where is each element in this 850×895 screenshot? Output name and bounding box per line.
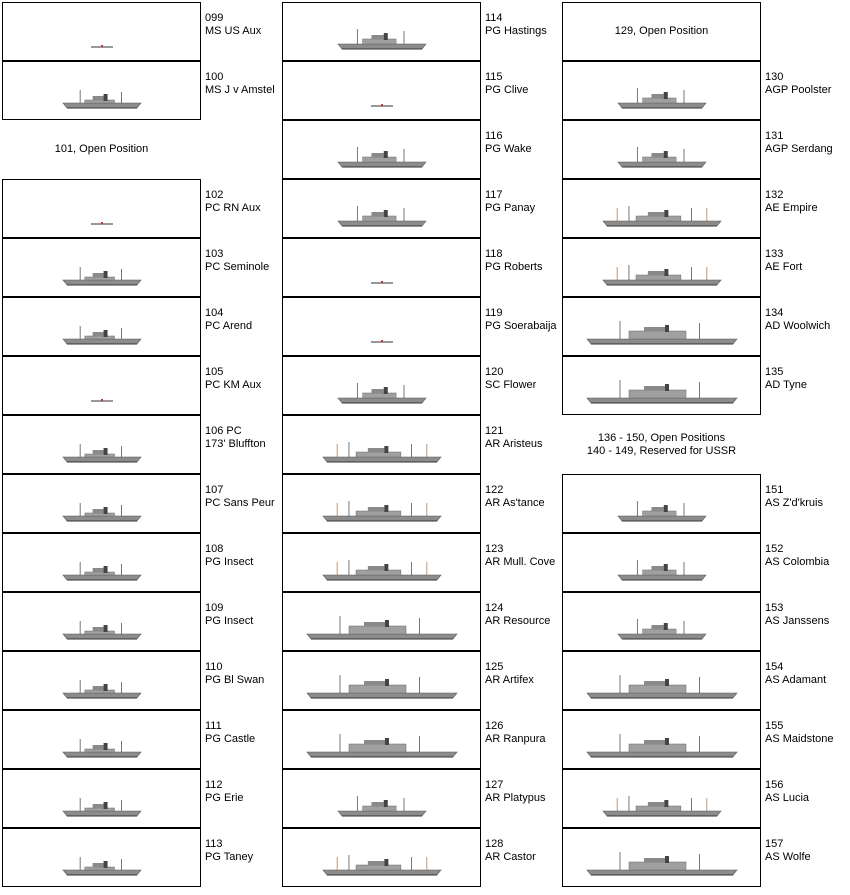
ship-number: 107 [205, 484, 224, 496]
ship-number: 120 [485, 366, 504, 378]
ship-number: 151 [765, 484, 784, 496]
ship-silhouette-icon [3, 711, 201, 769]
ship-label [765, 484, 823, 510]
ship-label [205, 12, 261, 38]
ship-name: AR Resource [485, 615, 551, 627]
ship-name: MS J v Amstel [205, 84, 275, 96]
ship-number: 157 [765, 838, 784, 850]
ship-number: 105 [205, 366, 224, 378]
ship-image-cell [282, 238, 481, 297]
ship-number: 154 [765, 661, 784, 673]
ship-name: AS Janssens [765, 615, 830, 627]
ship-label [485, 425, 542, 451]
ship-name: AR Mull. Cove [485, 556, 556, 568]
ship-name: AE Fort [765, 261, 803, 273]
ship-label [765, 366, 807, 392]
ship-number: 135 [765, 366, 784, 378]
ship-name: PG Bl Swan [205, 674, 265, 686]
ship-name: AS Z'd'kruis [765, 497, 823, 509]
ship-name: PC Sans Peur [205, 497, 275, 509]
ship-label [765, 130, 833, 156]
ship-label [765, 543, 829, 569]
ship-name: AS Colombia [765, 556, 830, 568]
ship-silhouette-icon [563, 593, 761, 651]
ship-silhouette-icon [283, 62, 481, 120]
ship-label [205, 189, 261, 215]
ship-number: 113 [205, 838, 223, 850]
ship-label [205, 838, 253, 864]
ship-silhouette-icon [283, 121, 481, 179]
ship-name: MS US Aux [205, 25, 262, 37]
ship-silhouette-icon [563, 239, 761, 297]
ship-label [205, 720, 255, 746]
ship-silhouette-icon [283, 829, 481, 887]
ship-label [765, 189, 818, 215]
ship-name: AD Tyne [765, 379, 807, 391]
ship-image-cell [562, 356, 761, 415]
ship-silhouette-icon [283, 180, 481, 238]
ship-number: 108 [205, 543, 224, 555]
ship-image-cell [282, 533, 481, 592]
ship-number: 122 [485, 484, 504, 496]
ship-label [485, 838, 536, 864]
ship-name: AS Maidstone [765, 733, 834, 745]
ship-image-cell [2, 592, 201, 651]
ship-image-cell [2, 828, 201, 887]
ship-label [485, 307, 557, 333]
ship-image-cell [2, 238, 201, 297]
ship-name: AR Platypus [485, 792, 546, 804]
ship-image-cell [282, 651, 481, 710]
open-position-text: 129, Open Position [562, 2, 761, 61]
open-position-text: 136 - 150, Open Positions 140 - 149, Reserved for USSR [586, 431, 737, 457]
ship-label [205, 366, 261, 392]
ship-image-cell [562, 297, 761, 356]
ship-number: 106 PC [205, 425, 242, 437]
ship-image-cell [562, 238, 761, 297]
ship-image-cell [562, 61, 761, 120]
ship-silhouette-icon [3, 534, 201, 592]
ship-number: 116 [485, 130, 503, 142]
ship-image-cell [282, 769, 481, 828]
ship-number: 123 [485, 543, 504, 555]
ship-label [205, 307, 252, 333]
ship-image-cell [282, 179, 481, 238]
ship-label [485, 130, 532, 156]
ship-image-cell [282, 2, 481, 61]
ship-number: 104 [205, 307, 224, 319]
ship-number: 112 [205, 779, 223, 791]
ship-number: 099 [205, 12, 224, 24]
ship-number: 100 [205, 71, 224, 83]
open-position-text: 101, Open Position [54, 143, 149, 155]
ship-name: AR Ranpura [485, 733, 546, 745]
ship-silhouette-icon [3, 829, 201, 887]
ship-image-cell [562, 179, 761, 238]
ship-label [485, 12, 547, 38]
ship-image-cell [562, 769, 761, 828]
ship-silhouette-icon [283, 475, 481, 533]
ship-label [485, 484, 545, 510]
ship-image-cell [282, 61, 481, 120]
ship-image-cell [562, 710, 761, 769]
ship-image-cell [2, 297, 201, 356]
ship-label [485, 189, 535, 215]
ship-label [765, 779, 809, 805]
ship-label [765, 661, 826, 687]
ship-silhouette-icon [563, 357, 761, 415]
ship-silhouette-icon [283, 770, 481, 828]
ship-name: PG Roberts [485, 261, 543, 273]
ship-image-cell [282, 828, 481, 887]
ship-image-cell [282, 415, 481, 474]
ship-silhouette-icon [563, 652, 761, 710]
ship-silhouette-icon [3, 593, 201, 651]
ship-image-cell [2, 474, 201, 533]
ship-image-cell [282, 592, 481, 651]
ship-silhouette-icon [563, 298, 761, 356]
ship-image-cell [2, 415, 201, 474]
ship-name: AR Artifex [485, 674, 534, 686]
ship-silhouette-icon [3, 770, 201, 828]
ship-name: PG Wake [485, 143, 532, 155]
ship-image-cell [282, 297, 481, 356]
ship-name: PC Arend [205, 320, 253, 332]
ship-label [765, 602, 829, 628]
ship-number: 155 [765, 720, 784, 732]
ship-image-cell [562, 592, 761, 651]
ship-silhouette-icon [283, 357, 481, 415]
ship-number: 132 [765, 189, 784, 201]
ship-label [205, 602, 253, 628]
ship-name: SC Flower [485, 379, 537, 391]
ship-silhouette-icon [283, 239, 481, 297]
ship-number: 156 [765, 779, 784, 791]
ship-name: AR Castor [485, 851, 536, 863]
ship-label [205, 661, 264, 687]
ship-name: PG Hastings [485, 25, 547, 37]
ship-name: PG Insect [205, 556, 254, 568]
ship-number: 125 [485, 661, 504, 673]
ship-image-cell [282, 356, 481, 415]
ship-name: AS Wolfe [765, 851, 811, 863]
ship-label [205, 425, 266, 451]
ship-name: PG Soerabaija [485, 320, 557, 332]
ship-name: AS Adamant [765, 674, 827, 686]
ship-name: PG Erie [205, 792, 244, 804]
ship-number: 128 [485, 838, 504, 850]
ship-silhouette-icon [283, 652, 481, 710]
ship-name: 173' Bluffton [205, 438, 266, 450]
ship-silhouette-icon [563, 534, 761, 592]
ship-number: 134 [765, 307, 784, 319]
ship-silhouette-icon [563, 121, 761, 179]
ship-number: 103 [205, 248, 224, 260]
ship-name: AE Empire [765, 202, 818, 214]
ship-number: 152 [765, 543, 784, 555]
ship-number: 121 [485, 425, 504, 437]
ship-silhouette-icon [283, 711, 481, 769]
ship-number: 130 [765, 71, 784, 83]
ship-label [485, 366, 536, 392]
ship-label [765, 838, 811, 864]
ship-silhouette-icon [3, 652, 201, 710]
ship-image-cell [2, 356, 201, 415]
ship-image-cell [562, 120, 761, 179]
ship-number: 115 [485, 71, 503, 83]
ship-silhouette-icon [3, 239, 201, 297]
ship-number: 133 [765, 248, 784, 260]
ship-label [205, 71, 275, 97]
ship-silhouette-icon [283, 534, 481, 592]
ship-name: PC KM Aux [205, 379, 262, 391]
ship-image-cell [2, 651, 201, 710]
ship-silhouette-icon [3, 180, 201, 238]
ship-silhouette-icon [3, 62, 201, 120]
ship-label [765, 248, 802, 274]
ship-image-cell [562, 651, 761, 710]
ship-label [485, 661, 534, 687]
ship-number: 110 [205, 661, 223, 673]
ship-silhouette-icon [283, 298, 481, 356]
ship-label [205, 543, 253, 569]
ship-name: AR Aristeus [485, 438, 543, 450]
ship-image-cell [2, 179, 201, 238]
ship-number: 118 [485, 248, 503, 260]
ship-silhouette-icon [3, 475, 201, 533]
ship-silhouette-icon [563, 475, 761, 533]
ship-image-cell [282, 474, 481, 533]
ship-name: PG Insect [205, 615, 254, 627]
ship-number: 127 [485, 779, 504, 791]
ship-label [485, 543, 555, 569]
ship-image-cell [2, 61, 201, 120]
ship-name: PC Seminole [205, 261, 270, 273]
ship-label [485, 71, 528, 97]
ship-number: 119 [485, 307, 503, 319]
ship-number: 111 [205, 720, 222, 732]
ship-image-cell [282, 120, 481, 179]
ship-name: PG Castle [205, 733, 256, 745]
ship-number: 114 [485, 12, 503, 24]
ship-label [205, 484, 275, 510]
ship-image-cell [2, 2, 201, 61]
ship-label [765, 71, 831, 97]
ship-image-cell [562, 828, 761, 887]
ship-label [485, 779, 546, 805]
ship-label [485, 602, 550, 628]
ship-label [205, 248, 269, 274]
ship-silhouette-icon [563, 711, 761, 769]
ship-label [205, 779, 244, 805]
ship-image-cell [2, 769, 201, 828]
ship-name: PG Panay [485, 202, 536, 214]
ship-silhouette-icon [283, 593, 481, 651]
ship-name: AGP Serdang [765, 143, 833, 155]
ship-image-cell [282, 710, 481, 769]
ship-number: 109 [205, 602, 224, 614]
ship-number: 102 [205, 189, 224, 201]
ship-number: 153 [765, 602, 784, 614]
ship-silhouette-icon [563, 770, 761, 828]
ship-label [485, 248, 542, 274]
ship-name: AS Lucia [765, 792, 810, 804]
ship-name: AR As'tance [485, 497, 545, 509]
ship-silhouette-icon [563, 180, 761, 238]
ship-silhouette-icon [283, 3, 481, 61]
ship-silhouette-icon [3, 416, 201, 474]
ship-silhouette-icon [283, 416, 481, 474]
ship-silhouette-icon [563, 62, 761, 120]
ship-image-cell [2, 533, 201, 592]
ship-number: 124 [485, 602, 504, 614]
ship-silhouette-icon [3, 298, 201, 356]
ship-number: 126 [485, 720, 504, 732]
ship-name: PG Taney [205, 851, 254, 863]
ship-silhouette-icon [3, 357, 201, 415]
ship-label [765, 720, 833, 746]
ship-name: PC RN Aux [205, 202, 261, 214]
ship-label [485, 720, 546, 746]
ship-image-cell [562, 474, 761, 533]
ship-name: PG Clive [485, 84, 529, 96]
ship-silhouette-icon [3, 3, 201, 61]
ship-name: AGP Poolster [765, 84, 832, 96]
ship-number: 131 [765, 130, 784, 142]
ship-image-cell [2, 710, 201, 769]
ship-image-cell [562, 533, 761, 592]
ship-number: 117 [485, 189, 503, 201]
ship-name: AD Woolwich [765, 320, 831, 332]
ship-label [765, 307, 830, 333]
ship-silhouette-icon [563, 829, 761, 887]
